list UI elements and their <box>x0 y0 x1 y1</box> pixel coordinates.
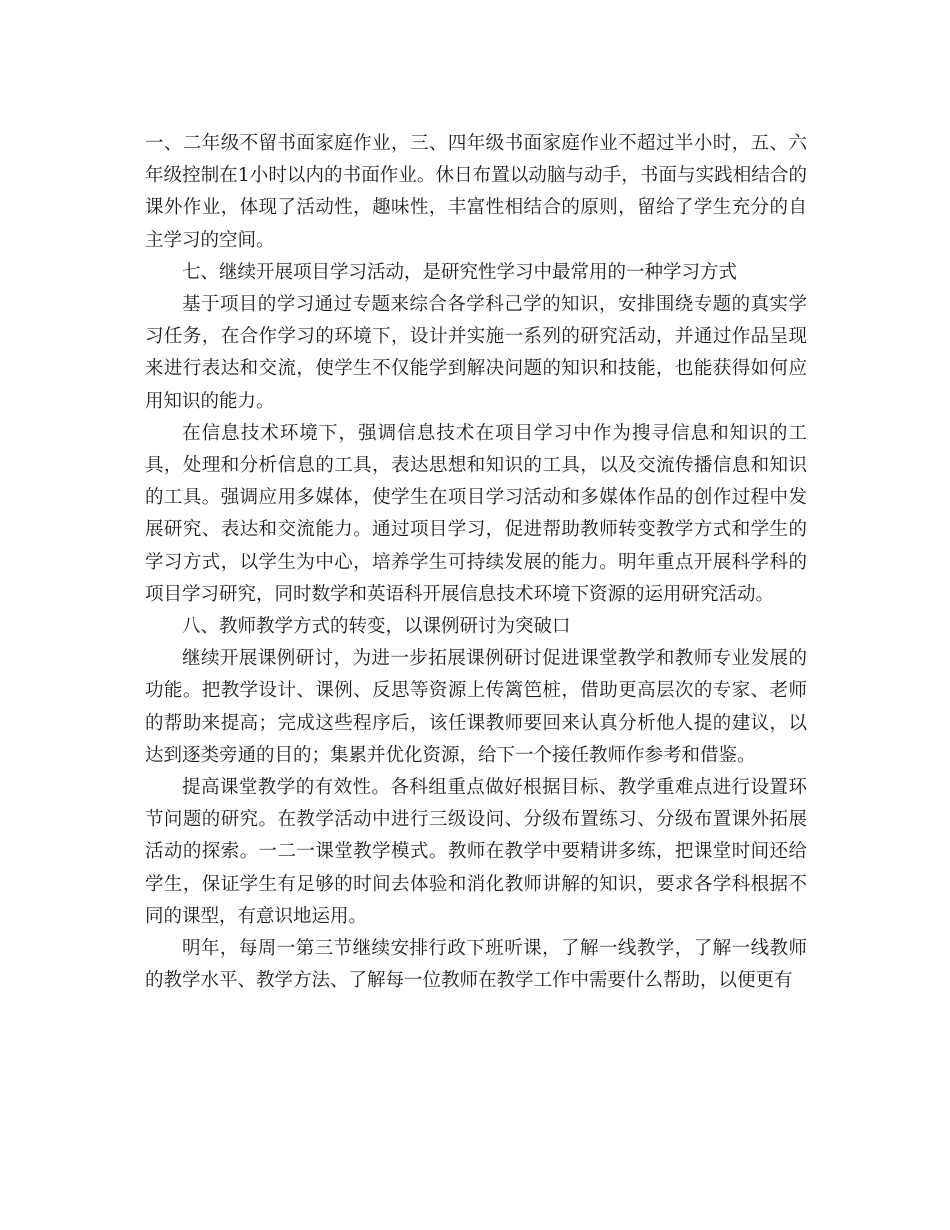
document-body <box>145 128 807 997</box>
section-heading-teaching-methods: 八、教师教学方式的转变，以课例研讨为突破口 <box>182 616 571 638</box>
section-heading-project-learning: 七、继续开展项目学习活动，是研究性学习中最常用的一种学习方式 <box>182 261 738 283</box>
paragraph-lesson-study: 继续开展课例研讨，为进一步拓展课例研讨促进课堂教学和教师专业发展的功能。把教学设计、课例、反思等资源上传篱笆桩，借助更高层次的专家、老师的帮助来提高；完成这些程序后，该任课教师要回来认真分析他人提的建议，以达到逐类旁通的目的；集累并优化资源，给下一个接任教师作参考和借鉴。 <box>145 648 807 766</box>
paragraph-weekly-observation: 明年，每周一第三节继续安排行政下班听课，了解一线教学，了解一线教师的教学水平、教学方法、了解每一位教师在教学工作中需要什么帮助，以便更有 <box>145 938 807 992</box>
paragraph-information-technology: 在信息技术环境下，强调信息技术在项目学习中作为搜寻信息和知识的工具，处理和分析信息的工具，表达思想和知识的工具，以及交流传播信息和知识的工具。强调应用多媒体，使学生在项目学习活动和多媒体作品的创作过程中发展研究、表达和交流能力。通过项目学习，促进帮助教师转变教学方式和学生的学习方式，以学生为中心，培养学生可持续发展的能力。明年重点开展科学科的项目学习研究，同时数学和英语科开展信息技术环境下资源的运用研究活动。 <box>145 422 807 605</box>
paragraph-project-based-learning: 基于项目的学习通过专题来综合各学科己学的知识，安排围绕专题的真实学习任务，在合作学习的环境下，设计并实施一系列的研究活动，并通过作品呈现来进行表达和交流，使学生不仅能学到解决问题的知识和技能，也能获得如何应用知识的能力。 <box>145 294 807 412</box>
paragraph-homework-limits: 一、二年级不留书面家庭作业，三、四年级书面家庭作业不超过半小时，五、六年级控制在1小时以内的书面作业。休日布置以动脑与动手，书面与实践相结合的课外作业，体现了活动性，趣味性，丰富性相结合的原则，留给了学生充分的自主学习的空间。 <box>145 133 807 251</box>
paragraph-classroom-effectiveness: 提高课堂教学的有效性。各科组重点做好根据目标、教学重难点进行设置环节问题的研究。在教学活动中进行三级设问、分级布置练习、分级布置课外拓展活动的探索。一二一课堂教学模式。教师在教学中要精讲多练，把课堂时间还给学生，保证学生有足够的时间去体验和消化教师讲解的知识，要求各学科根据不同的课型，有意识地运用。 <box>145 777 807 927</box>
